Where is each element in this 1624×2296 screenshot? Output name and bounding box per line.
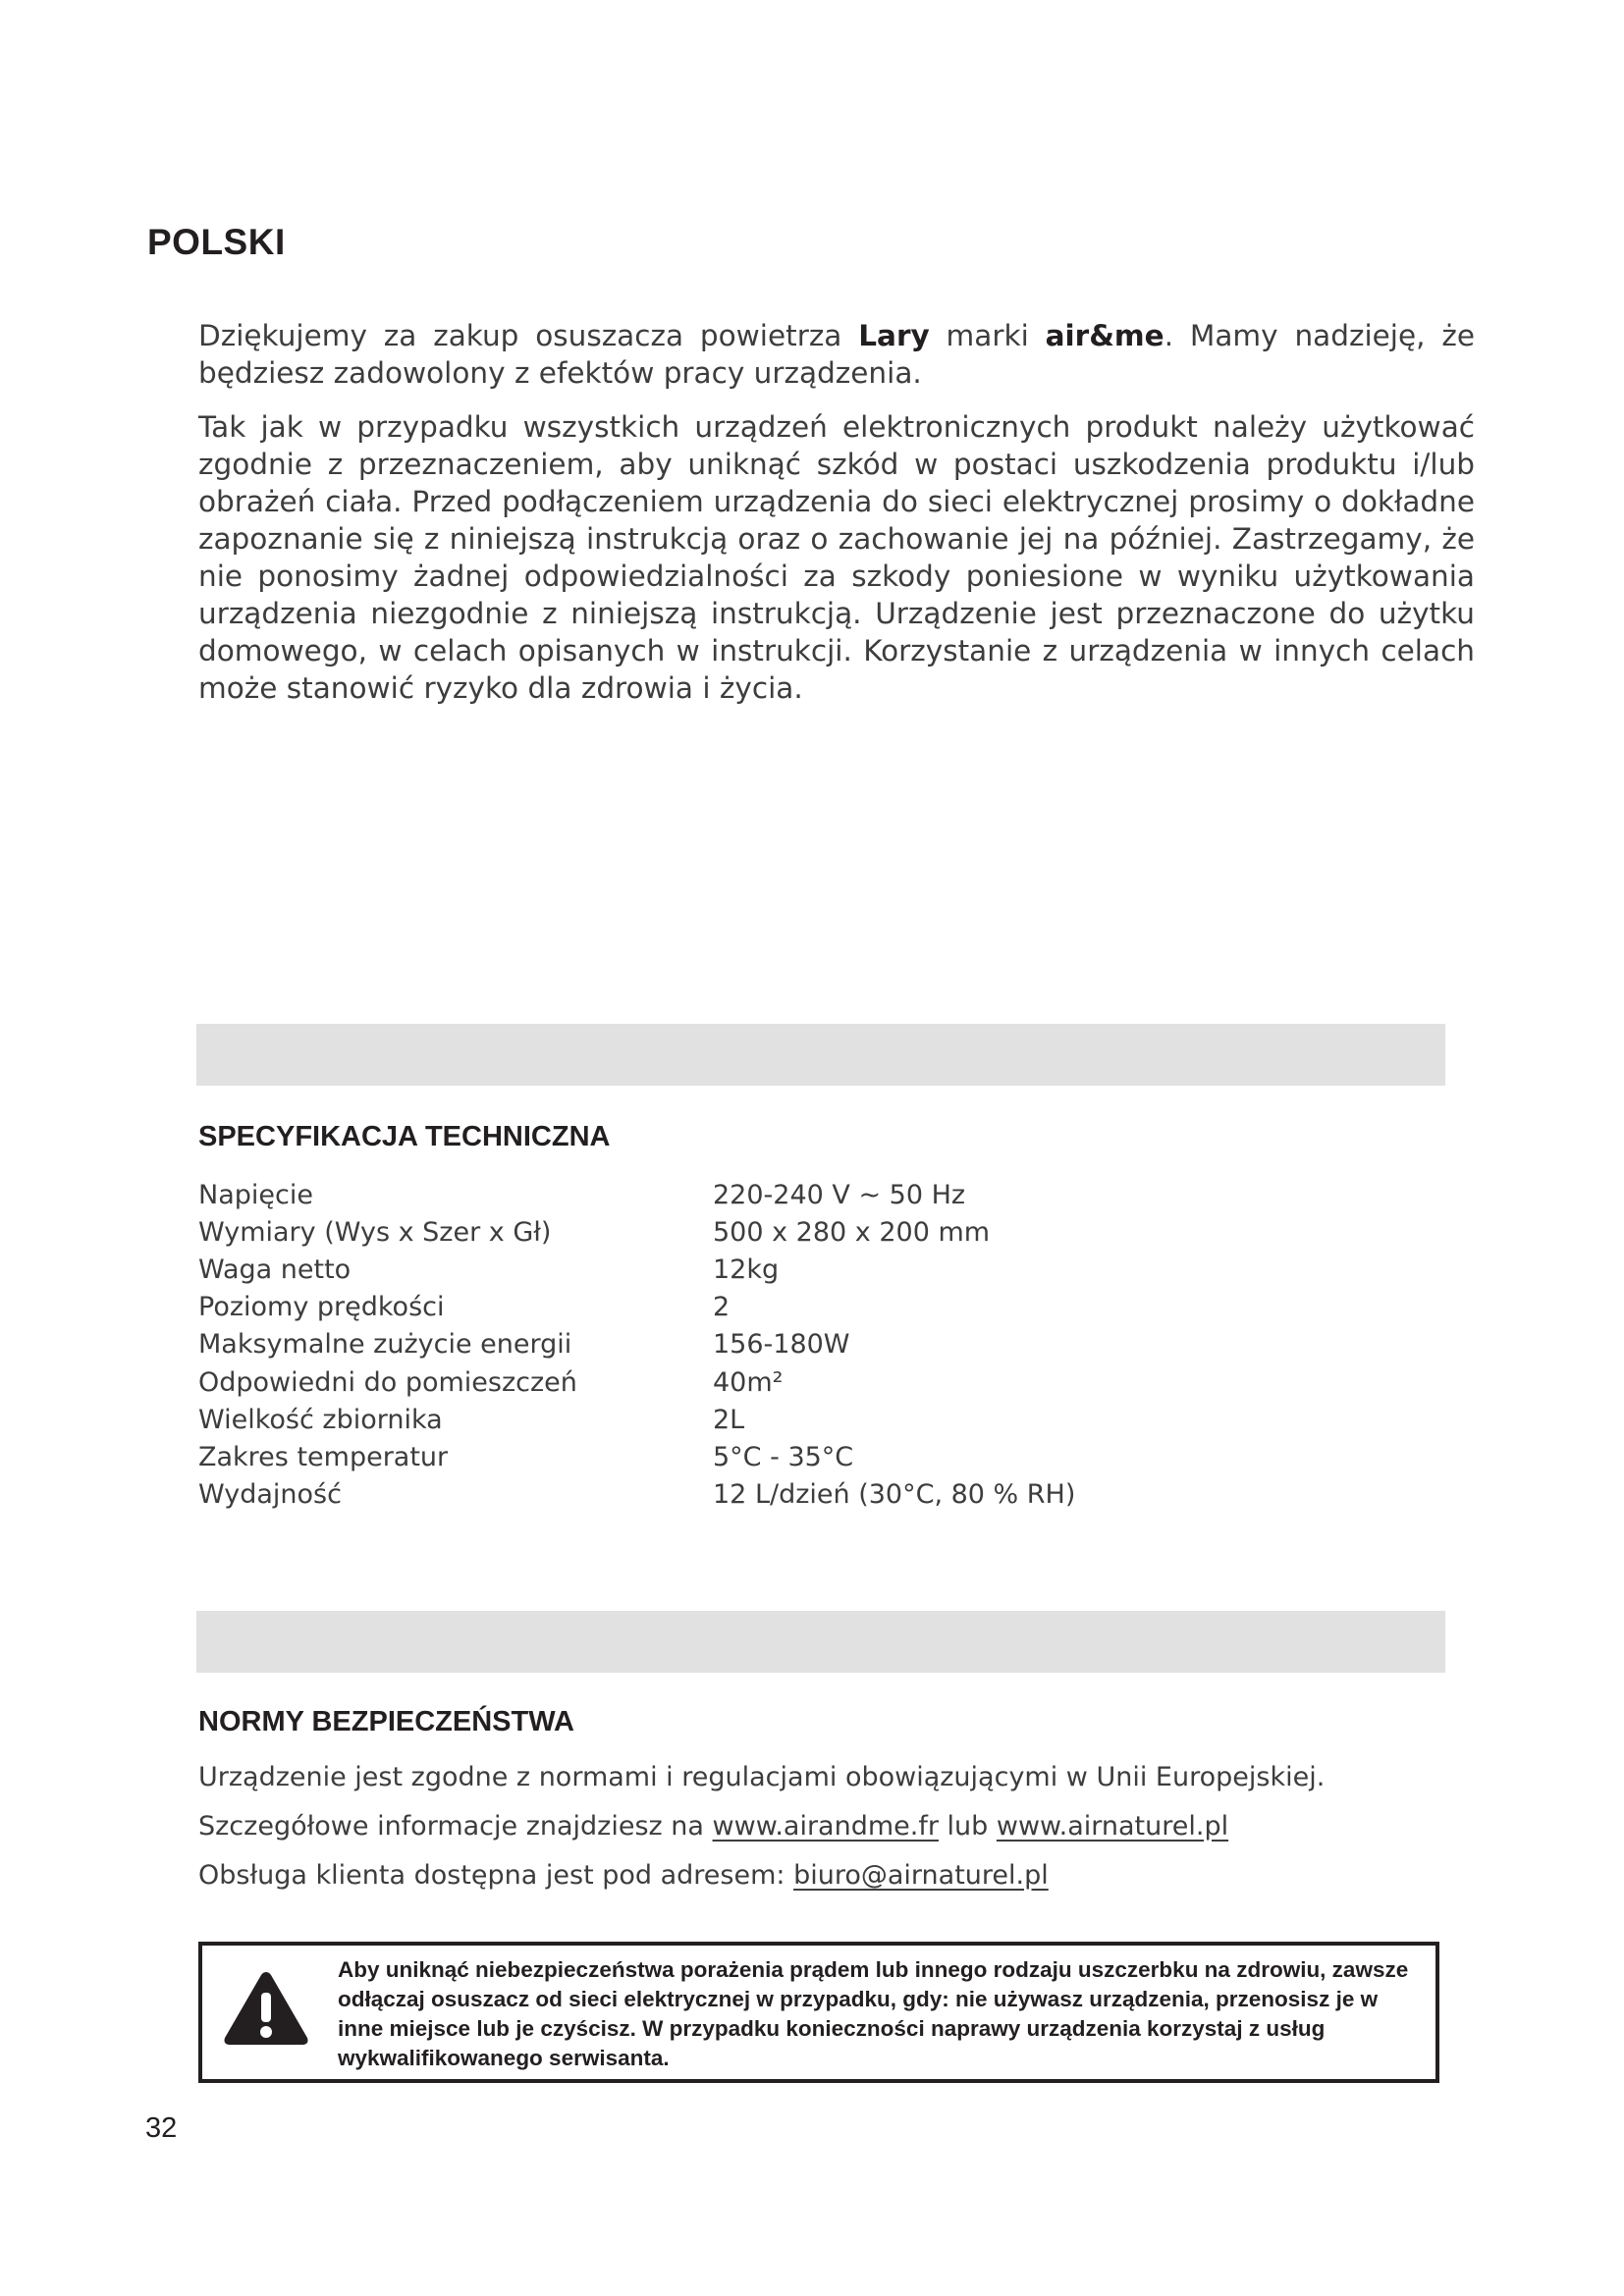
- intro-paragraph-2: Tak jak w przypadku wszystkich urządzeń elektronicznych produkt należy użytkować zgodnie z przeznaczeniem, aby uniknąć szkód w postaci uszkodzenia produktu i/lub obrażeń ciała. Przed podłączeniem urządzenia do sieci elektrycznej prosimy o dokładne zapoznanie się z niniejszą instrukcją oraz o zachowanie jej na później. Zastrzegamy, że nie ponosimy żadnej odpowiedzialności za szkody poniesione w wyniku użytkowania urządzenia niezgodnie z niniejszą instrukcją. Urządzenie jest przeznaczone do użytku domowego, w celach opisanych w instrukcji. Korzystanie z urządzenia w innych celach może stanowić ryzyko dla zdrowia i życia.: [198, 410, 1475, 705]
- table-row: [198, 1438, 1075, 1475]
- spec-label: Maksymalne zużycie energii: [198, 1329, 572, 1361]
- norms-heading: NORMY BEZPIECZEŃSTWA: [198, 1706, 574, 1737]
- section-divider-bar: [196, 1611, 1445, 1673]
- norms-text: lub: [938, 1811, 997, 1842]
- spec-label: Wymiary (Wys x Szer x Gł): [198, 1216, 552, 1248]
- warning-triangle-icon: [222, 1969, 310, 2048]
- spec-label: Waga netto: [198, 1254, 352, 1285]
- spec-label: Wielkość zbiornika: [198, 1404, 443, 1435]
- page-title: POLSKI: [147, 222, 286, 262]
- intro-text: marki: [929, 319, 1046, 352]
- airandme-link[interactable]: www.airandme.fr: [712, 1811, 939, 1842]
- spec-value: 40m²: [713, 1366, 784, 1398]
- norms-text: Szczegółowe informacje znajdziesz na: [198, 1811, 713, 1842]
- intro-text: Dziękujemy za zakup osuszacza powietrza: [198, 319, 859, 352]
- table-row: [198, 1289, 1075, 1326]
- spec-heading: SPECYFIKACJA TECHNICZNA: [198, 1121, 611, 1152]
- section-divider-bar: [196, 1024, 1445, 1086]
- spec-table: [198, 1176, 1075, 1514]
- spec-value: 12 L/dzień (30°C, 80 % RH): [713, 1479, 1076, 1511]
- spec-value: 5°C - 35°C: [713, 1441, 854, 1472]
- table-row: [198, 1363, 1075, 1401]
- airnaturel-link[interactable]: www.airnaturel.pl: [996, 1811, 1229, 1842]
- spec-label: Napięcie: [198, 1179, 313, 1210]
- page-number: 32: [145, 2112, 178, 2144]
- spec-value: 220-240 V ~ 50 Hz: [713, 1179, 966, 1210]
- intro-section: [198, 317, 1475, 723]
- table-row: [198, 1476, 1075, 1514]
- intro-paragraph-1: [198, 317, 1475, 392]
- spec-label: Odpowiedni do pomieszczeń: [198, 1366, 577, 1398]
- spec-label: Poziomy prędkości: [198, 1292, 445, 1323]
- norms-contact-line: [198, 1857, 1455, 1906]
- intro-text: . Mamy nadzieję, że będziesz zadowolony z efektów pracy urządzenia.: [198, 319, 1476, 390]
- spec-label: Zakres temperatur: [198, 1441, 449, 1472]
- table-row: [198, 1251, 1075, 1288]
- brand-name: air&me: [1045, 319, 1164, 352]
- warning-box: [198, 1942, 1439, 2083]
- table-row: [198, 1326, 1075, 1363]
- spec-value: 156-180W: [713, 1329, 850, 1361]
- table-row: [198, 1213, 1075, 1251]
- table-row: [198, 1176, 1075, 1213]
- spec-label: Wydajność: [198, 1479, 342, 1511]
- spec-value: 2L: [713, 1404, 745, 1435]
- norms-section: [198, 1759, 1455, 1906]
- norms-text: Obsługa klienta dostępna jest pod adresem:: [198, 1860, 794, 1891]
- table-row: [198, 1401, 1075, 1438]
- warning-text: Aby uniknąć niebezpieczeństwa porażenia prądem lub innego rodzaju uszczerbku na zdrowiu, zawsze odłączaj osuszacz od sieci elektrycznej w przypadku, gdy: nie używasz urządzenia, przenosisz je w inne miejsce lub je czyścisz. W przypadku konieczności naprawy urządzenia korzystaj z usług wykwalifikowanego serwisanta.: [338, 1957, 1409, 2070]
- norms-compliance-text: Urządzenie jest zgodne z normami i regulacjami obowiązującymi w Unii Europejskiej.: [198, 1762, 1326, 1792]
- spec-value: 12kg: [713, 1254, 780, 1285]
- spec-value: 500 x 280 x 200 mm: [713, 1216, 991, 1248]
- support-email-link[interactable]: biuro@airnaturel.pl: [793, 1860, 1049, 1891]
- product-name: Lary: [858, 319, 930, 352]
- spec-value: 2: [713, 1292, 731, 1323]
- norms-info-line: [198, 1808, 1455, 1857]
